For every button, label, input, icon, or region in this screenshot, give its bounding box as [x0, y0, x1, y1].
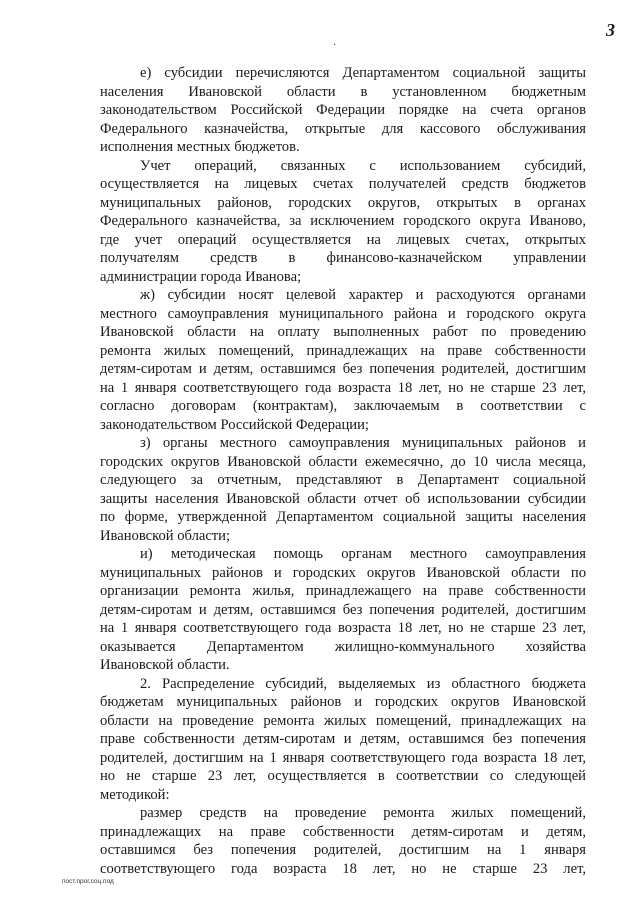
paragraph-2: [100, 675, 586, 805]
paragraph-accounting: [100, 157, 586, 287]
text-line: детям-сиротам и детям, оставшимся без попечения родителей, достигшим: [100, 601, 586, 618]
text-line: на 1 января соответствующего года возраста 18 лет, но не старше 23 лет,: [100, 379, 586, 396]
text-line: но не старше 23 лет, осуществляется в соответствии со следующей: [100, 768, 586, 784]
paragraph-e: [100, 64, 586, 157]
text-line: законодательством Российской Федерации порядке на счета органов: [100, 102, 586, 118]
text-line: е) субсидии перечисляются Департаментом социальной защиты: [140, 65, 586, 81]
text-line: осуществляется на лицевых счетах получателей средств бюджетов: [100, 176, 586, 192]
text-line: методикой:: [100, 786, 170, 803]
text-line: где учет операций осуществляется на лицевых счетах, открытых: [100, 231, 586, 248]
text-line: Учет операций, связанных с использованием субсидий,: [140, 157, 586, 174]
text-line: по форме, утвержденной Департаментом социальной защиты населения: [100, 509, 586, 525]
text-line: организации ремонта жилья, принадлежащего на праве собственности: [100, 583, 586, 599]
text-line: Ивановской области на оплату выполненных работ по проведению: [100, 324, 586, 340]
footer-filename: пост.прог.соц.под: [62, 878, 114, 885]
text-line: праве собственности детям-сиротам и детям, оставшимся без попечения: [100, 731, 586, 747]
text-line: следующего за отчетным, представляют в Департамент социальной: [100, 472, 586, 488]
text-line: администрации города Иванова;: [100, 268, 302, 285]
text-line: детям-сиротам и детям, оставшимся без попечения родителей, достигшим: [100, 361, 586, 377]
text-line: соответствующего года возраста 18 лет, но не старше 23 лет,: [100, 860, 586, 877]
text-line: ж) субсидии носят целевой характер и расходуются органами: [140, 287, 586, 303]
text-line: Ивановской области;: [100, 527, 231, 544]
text-line: исполнения местных бюджетов.: [100, 139, 300, 155]
paragraph-zh: [100, 286, 586, 434]
text-line: принадлежащих на праве собственности детям-сиротам и детям,: [100, 823, 586, 840]
text-line: населения Ивановской области в установленном бюджетным: [100, 83, 586, 100]
text-line: оказывается Департаментом жилищно-коммунального хозяйства: [100, 638, 586, 655]
text-line: местного самоуправления муниципального района и городского округа: [100, 305, 586, 322]
text-line: оставшимся без попечения родителей, достигшим на 1 января: [100, 842, 586, 858]
text-line: ремонта жилых помещений, принадлежащих на праве собственности: [100, 342, 586, 359]
text-line: родителей, достигшим на 1 января соответствующего года возраста 18 лет,: [100, 749, 586, 766]
paragraph-amount: [100, 804, 586, 878]
text-line: з) органы местного самоуправления муниципальных районов и: [140, 435, 586, 451]
text-line: Ивановской области.: [100, 657, 230, 673]
text-line: и) методическая помощь органам местного самоуправления: [140, 546, 586, 562]
text-line: на 1 января соответствующего года возраста 18 лет, но не старше 23 лет,: [100, 620, 586, 636]
text-line: муниципальных районов и городских округов Ивановской области по: [100, 564, 586, 581]
page-number: 3: [606, 20, 615, 40]
text-line: защиты населения Ивановской области отчет об использовании субсидии: [100, 490, 586, 507]
text-line: получателям средств в финансово-казначейском управлении: [100, 250, 586, 266]
text-line: бюджетам муниципальных районов и городских округов Ивановской: [100, 694, 586, 710]
text-line: согласно договорам (контрактам), заключаемым в соответствии с: [100, 398, 586, 414]
text-line: Федерального казначейства, открытые для кассового обслуживания: [100, 120, 586, 137]
text-line: Федерального казначейства, за исключением городского округа Иваново,: [100, 213, 586, 229]
text-line: 2. Распределение субсидий, выделяемых из областного бюджета: [140, 675, 586, 692]
scan-mark: ·: [333, 40, 337, 51]
text-line: размер средств на проведение ремонта жилых помещений,: [140, 805, 586, 821]
text-line: городских округов Ивановской области ежемесячно, до 10 числа месяца,: [100, 453, 586, 470]
text-line: законодательством Российской Федерации;: [100, 416, 369, 433]
document-body: [100, 64, 586, 878]
text-line: области на проведение ремонта жилых помещений, принадлежащих на: [100, 712, 586, 729]
paragraph-z: [100, 434, 586, 545]
paragraph-i: [100, 545, 586, 675]
text-line: муниципальных районов, городских округов, открытых в органах: [100, 194, 586, 211]
